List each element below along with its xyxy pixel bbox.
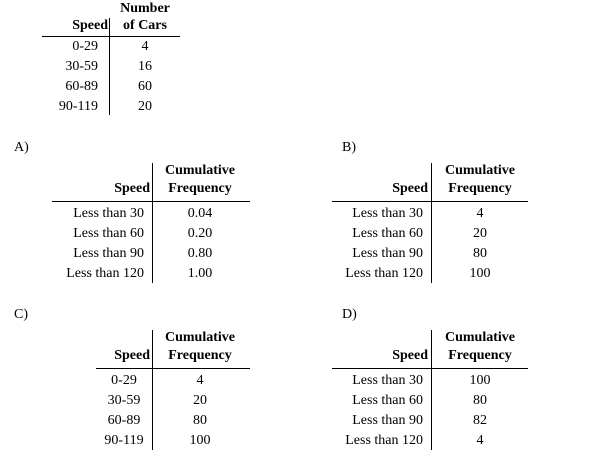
table-cell: Less than 90 bbox=[352, 246, 423, 261]
option-c-header-rule bbox=[96, 368, 250, 369]
table-cell: 4 bbox=[196, 373, 204, 388]
option-d-label: D) bbox=[342, 307, 357, 322]
table-cell: 80 bbox=[473, 393, 487, 408]
table-cell: 20 bbox=[193, 393, 207, 408]
table-cell: 1.00 bbox=[187, 266, 213, 281]
table-cell: 100 bbox=[469, 266, 491, 281]
option-d-column-divider bbox=[431, 330, 432, 450]
table-cell: Less than 60 bbox=[352, 226, 423, 241]
option-b-header-cf-line2: Frequency bbox=[448, 181, 512, 196]
table-cell: 30-59 bbox=[107, 393, 141, 408]
source-header-speed: Speed bbox=[72, 18, 108, 33]
table-cell: 60 bbox=[138, 79, 152, 94]
option-a-header-speed: Speed bbox=[114, 181, 150, 196]
option-a-header-cf-line2: Frequency bbox=[168, 181, 232, 196]
source-header-cars-line1: Number bbox=[120, 1, 170, 16]
table-cell: 60-89 bbox=[107, 413, 141, 428]
option-d-header-cf-line2: Frequency bbox=[448, 348, 512, 363]
table-cell: Less than 60 bbox=[73, 226, 144, 241]
option-d-header-cf-line1: Cumulative bbox=[445, 330, 515, 345]
table-cell: 100 bbox=[189, 433, 211, 448]
option-b-header-cf-line1: Cumulative bbox=[445, 163, 515, 178]
table-cell: Less than 30 bbox=[352, 373, 423, 388]
option-c-header-cf-line1: Cumulative bbox=[165, 330, 235, 345]
source-header-rule bbox=[42, 36, 180, 37]
table-cell: Less than 30 bbox=[352, 206, 423, 221]
table-cell: Less than 120 bbox=[345, 433, 423, 448]
table-cell: 60-89 bbox=[65, 79, 98, 94]
table-cell: 20 bbox=[138, 99, 152, 114]
table-cell: 0.20 bbox=[187, 226, 213, 241]
option-b-column-divider bbox=[431, 163, 432, 283]
option-a-header-rule bbox=[52, 201, 250, 202]
table-cell: 4 bbox=[476, 206, 484, 221]
table-cell: 30-59 bbox=[65, 59, 98, 74]
table-cell: 90-119 bbox=[104, 433, 144, 448]
option-b-header-rule bbox=[332, 201, 528, 202]
table-cell: 0-29 bbox=[111, 373, 137, 388]
table-cell: Less than 60 bbox=[352, 393, 423, 408]
option-c-header-speed: Speed bbox=[114, 348, 150, 363]
table-cell: 90-119 bbox=[58, 99, 98, 114]
table-cell: 20 bbox=[473, 226, 487, 241]
option-a-column-divider bbox=[152, 163, 153, 283]
option-b-label: B) bbox=[342, 140, 356, 155]
option-c-label: C) bbox=[14, 307, 28, 322]
table-cell: Less than 90 bbox=[352, 413, 423, 428]
option-a-header-cf-line1: Cumulative bbox=[165, 163, 235, 178]
table-cell: Less than 120 bbox=[345, 266, 423, 281]
table-cell: 0.80 bbox=[187, 246, 213, 261]
table-cell: 82 bbox=[473, 413, 487, 428]
option-c-column-divider bbox=[152, 330, 153, 450]
table-cell: 80 bbox=[193, 413, 207, 428]
table-cell: 100 bbox=[469, 373, 491, 388]
table-cell: Less than 90 bbox=[73, 246, 144, 261]
source-header-cars-line2: of Cars bbox=[123, 18, 167, 33]
table-cell: 16 bbox=[138, 59, 152, 74]
table-cell: 80 bbox=[473, 246, 487, 261]
option-b-header-speed: Speed bbox=[392, 181, 428, 196]
option-d-header-rule bbox=[332, 368, 528, 369]
table-cell: 0-29 bbox=[72, 39, 98, 54]
table-cell: 4 bbox=[476, 433, 484, 448]
table-cell: 4 bbox=[141, 39, 149, 54]
table-cell: 0.04 bbox=[187, 206, 213, 221]
table-cell: Less than 30 bbox=[73, 206, 144, 221]
option-d-header-speed: Speed bbox=[392, 348, 428, 363]
table-cell: Less than 120 bbox=[66, 266, 144, 281]
option-c-header-cf-line2: Frequency bbox=[168, 348, 232, 363]
option-a-label: A) bbox=[14, 140, 29, 155]
